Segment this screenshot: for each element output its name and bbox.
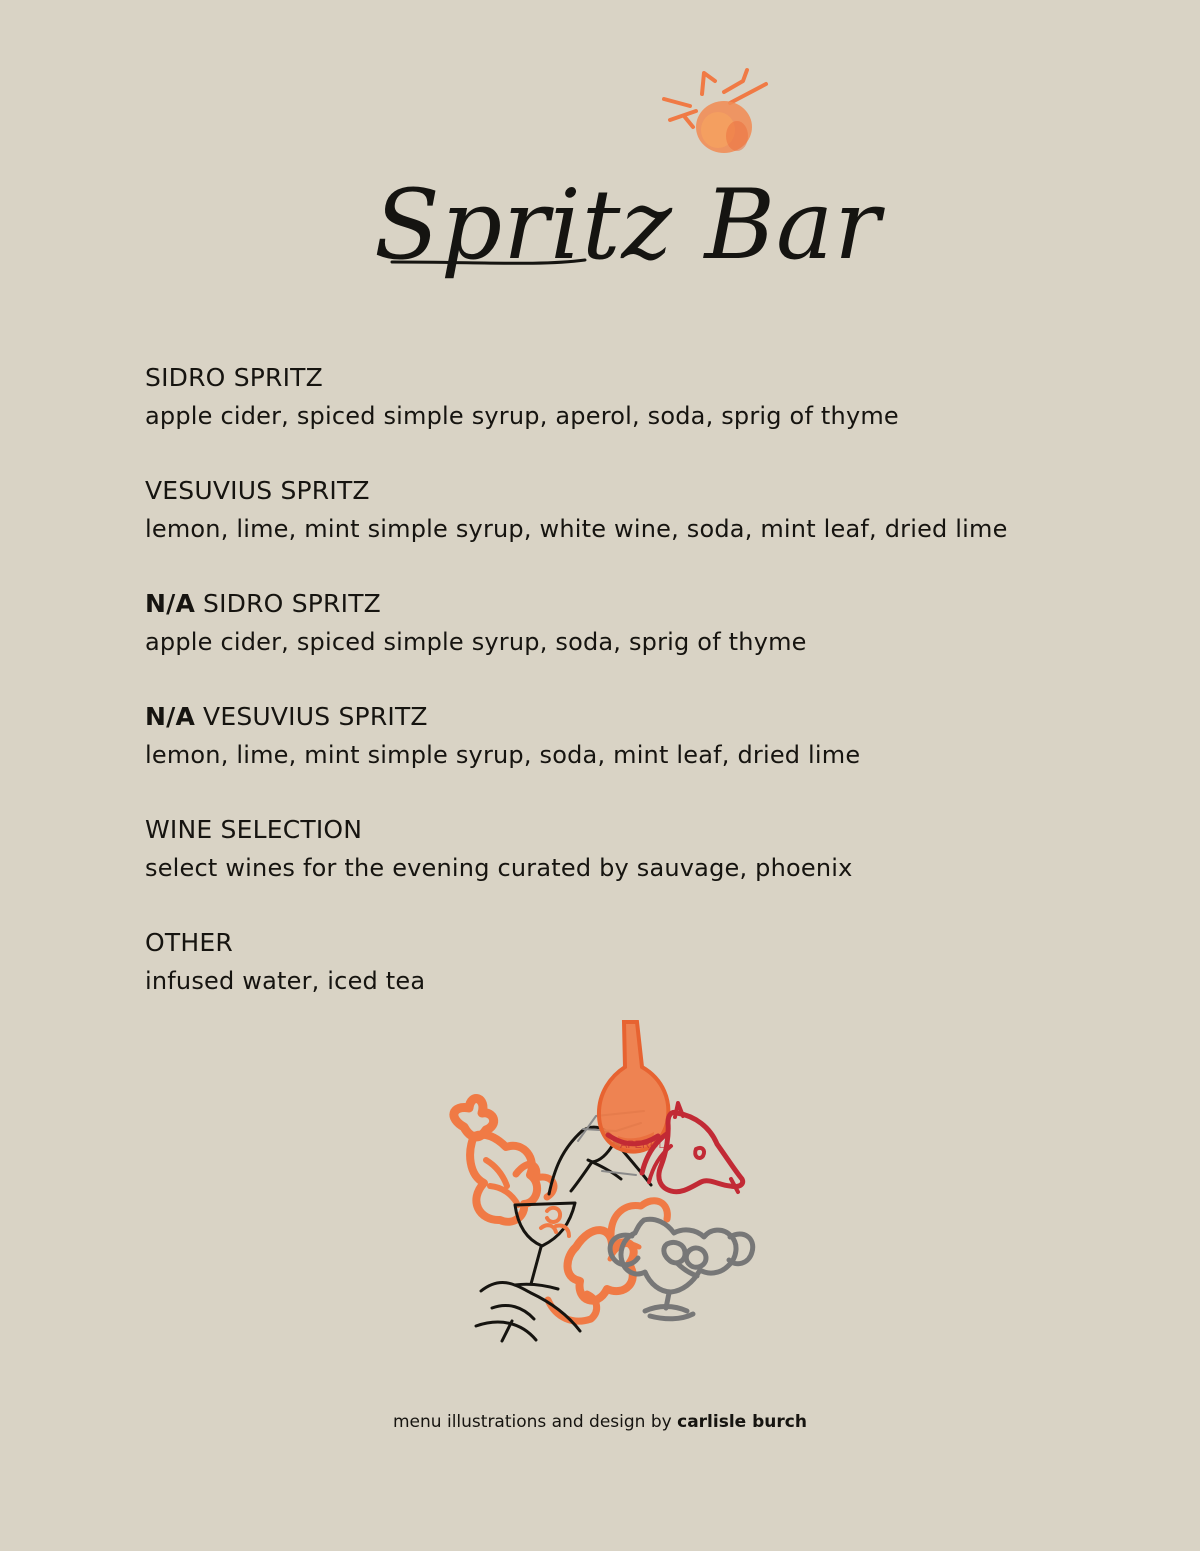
menu-item-name	[145, 811, 1065, 849]
menu-item-name-text: WINE SELECTION	[145, 815, 363, 844]
menu-item-description: apple cider, spiced simple syrup, aperol, soda, sprig of thyme	[145, 402, 899, 430]
menu-title	[370, 160, 882, 320]
menu-item-wine-selection	[145, 811, 1065, 924]
menu-item-name-text: OTHER	[145, 928, 233, 957]
menu-item-description: lemon, lime, mint simple syrup, white wine, soda, mint leaf, dried lime	[145, 515, 1008, 543]
menu-item-name	[145, 359, 1065, 397]
menu-item-name-text: SIDRO SPRITZ	[145, 363, 323, 392]
menu-item-name-text: VESUVIUS SPRITZ	[145, 476, 370, 505]
menu-item-description: apple cider, spiced simple syrup, soda, sprig of thyme	[145, 628, 807, 656]
credit-author: carlisle burch	[677, 1412, 807, 1432]
sun-crown-icon	[654, 64, 784, 160]
menu-item-na-vesuvius-spritz	[145, 698, 1065, 811]
credit-text: menu illustrations and design by	[393, 1412, 672, 1432]
menu-item-name	[145, 698, 1065, 736]
menu-item-name	[145, 924, 1065, 962]
menu-title-text: Spritz Bar	[374, 169, 882, 281]
menu-item-sidro-spritz	[145, 359, 1065, 472]
menu-item-name-text: SIDRO SPRITZ	[203, 589, 381, 618]
bottle-label-text: APEROL	[620, 1139, 665, 1151]
menu-item-description: lemon, lime, mint simple syrup, soda, mint leaf, dried lime	[145, 741, 861, 769]
design-credit	[393, 1409, 823, 1435]
menu-item-description: select wines for the evening curated by sauvage, phoenix	[145, 854, 853, 882]
menu-item-prefix: N/A	[145, 702, 196, 731]
menu-item-na-sidro-spritz	[145, 585, 1065, 698]
bar-illustration	[430, 1015, 770, 1355]
menu-item-name	[145, 472, 1065, 510]
menu-item-vesuvius-spritz	[145, 472, 1065, 585]
menu-item-name-text: VESUVIUS SPRITZ	[203, 702, 428, 731]
menu-item-prefix: N/A	[145, 589, 196, 618]
menu-item-name	[145, 585, 1065, 623]
menu-item-description: infused water, iced tea	[145, 967, 426, 995]
drink-menu	[145, 359, 1065, 1037]
